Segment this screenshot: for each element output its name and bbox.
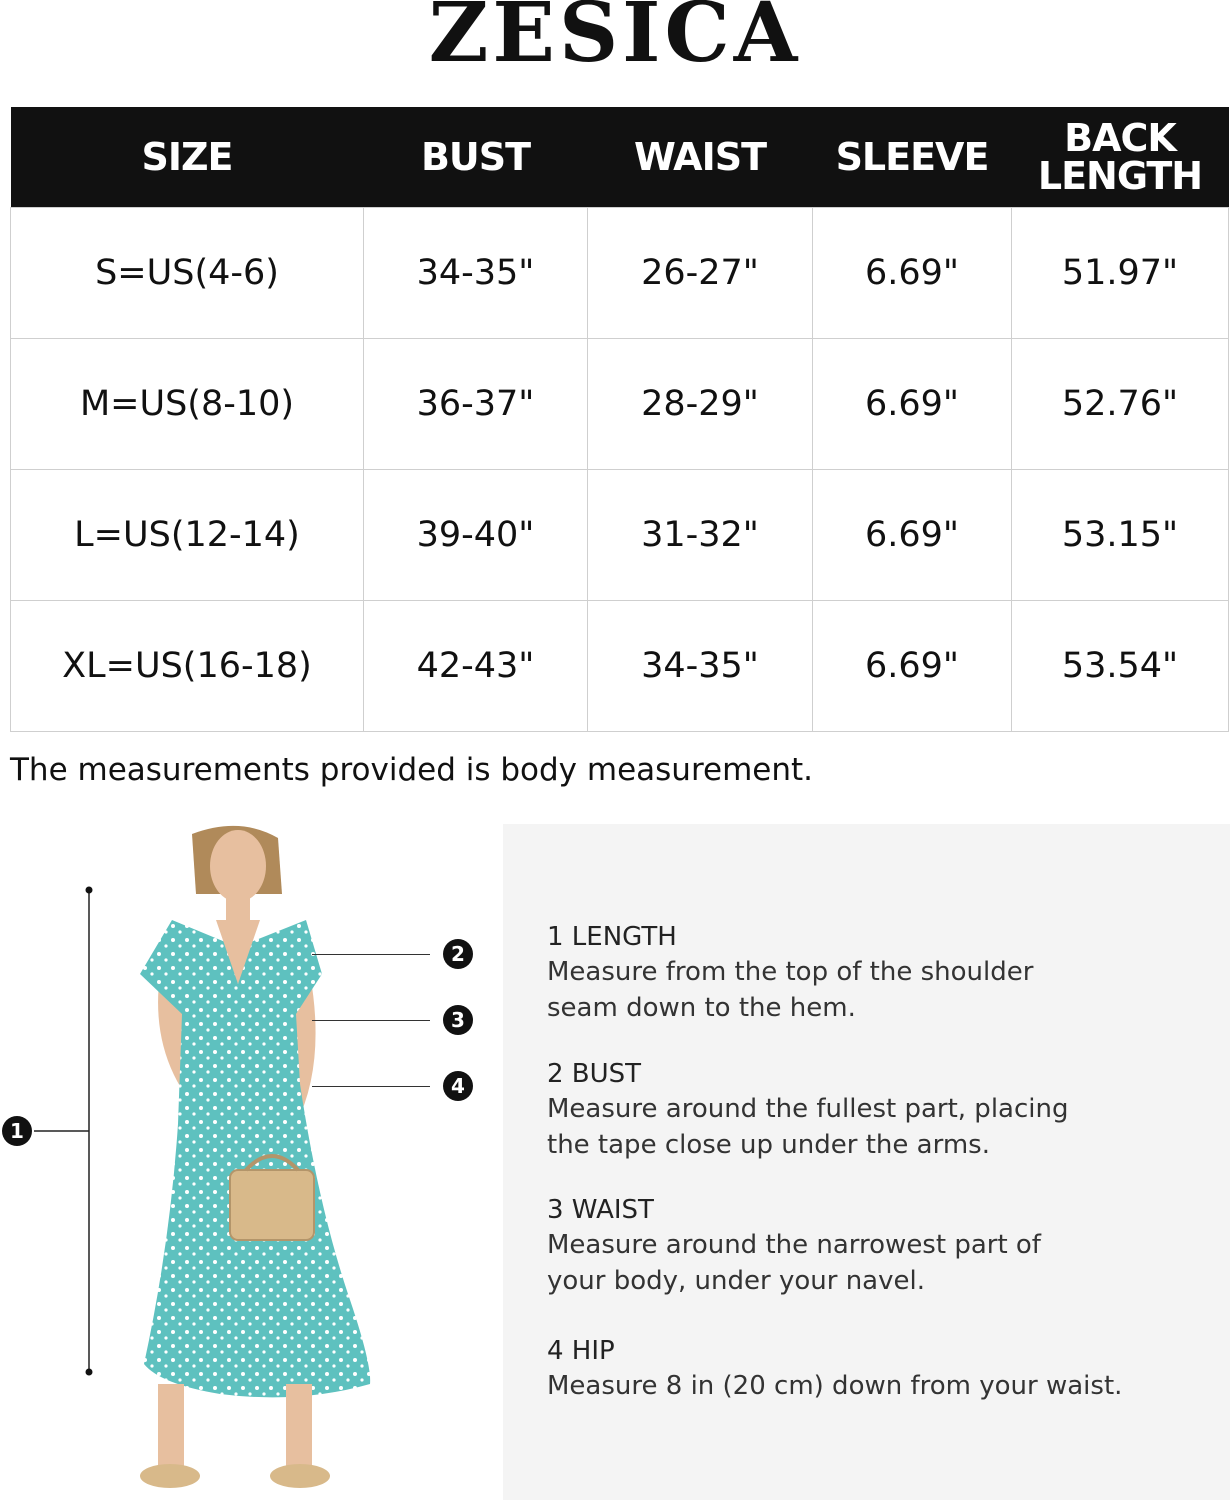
brand-logo: ZESICA — [428, 0, 802, 81]
cell-size: L=US(12-14) — [11, 470, 364, 601]
measurement-item-waist — [547, 1193, 1041, 1299]
header-back-length: BACK LENGTH — [1012, 107, 1229, 208]
measurement-note: The measurements provided is body measurement. — [10, 752, 814, 788]
cell-bust: 34-35" — [364, 208, 588, 339]
marker-4: 4 — [443, 1071, 473, 1101]
cell-sleeve: 6.69" — [813, 601, 1012, 732]
cell-back-length: 53.54" — [1012, 601, 1229, 732]
measurement-description: Measure around the fullest part, placing the tape close up under the arms. — [547, 1094, 1069, 1160]
cell-back-length: 53.15" — [1012, 470, 1229, 601]
cell-size: XL=US(16-18) — [11, 601, 364, 732]
cell-waist: 34-35" — [588, 601, 813, 732]
waist-guide-line — [312, 1020, 430, 1021]
cell-back-length: 52.76" — [1012, 339, 1229, 470]
measurement-description: Measure from the top of the shoulder seam down to the hem. — [547, 957, 1034, 1023]
size-chart-table — [10, 107, 1229, 732]
measurement-item-length — [547, 920, 1033, 1026]
cell-sleeve: 6.69" — [813, 470, 1012, 601]
hip-guide-line — [312, 1086, 430, 1087]
measurement-title: 2 BUST — [547, 1059, 642, 1089]
table-row — [11, 601, 1229, 732]
bust-guide-line — [312, 954, 430, 955]
marker-2: 2 — [443, 939, 473, 969]
header-bust: BUST — [364, 107, 588, 208]
table-row — [11, 208, 1229, 339]
measurement-item-bust — [547, 1057, 1068, 1163]
measurement-title: 1 LENGTH — [547, 922, 677, 952]
marker-3: 3 — [443, 1005, 473, 1035]
header-waist: WAIST — [588, 107, 813, 208]
measurement-title: 3 WAIST — [547, 1195, 654, 1225]
model-figure-image — [100, 824, 390, 1500]
cell-sleeve: 6.69" — [813, 208, 1012, 339]
marker-1: 1 — [2, 1116, 32, 1146]
cell-bust: 36-37" — [364, 339, 588, 470]
measurement-title: 4 HIP — [547, 1336, 615, 1366]
cell-waist: 26-27" — [588, 208, 813, 339]
cell-size: M=US(8-10) — [11, 339, 364, 470]
header-size: SIZE — [11, 107, 364, 208]
cell-back-length: 51.97" — [1012, 208, 1229, 339]
table-header-row — [11, 107, 1229, 208]
measurement-description: Measure 8 in (20 cm) down from your waist. — [547, 1371, 1123, 1401]
cell-waist: 28-29" — [588, 339, 813, 470]
cell-bust: 42-43" — [364, 601, 588, 732]
table-row — [11, 470, 1229, 601]
measurement-description: Measure around the narrowest part of your body, under your navel. — [547, 1230, 1041, 1296]
cell-size: S=US(4-6) — [11, 208, 364, 339]
cell-waist: 31-32" — [588, 470, 813, 601]
table-row — [11, 339, 1229, 470]
measurement-item-hip — [547, 1334, 1122, 1404]
header-sleeve: SLEEVE — [813, 107, 1012, 208]
cell-bust: 39-40" — [364, 470, 588, 601]
cell-sleeve: 6.69" — [813, 339, 1012, 470]
